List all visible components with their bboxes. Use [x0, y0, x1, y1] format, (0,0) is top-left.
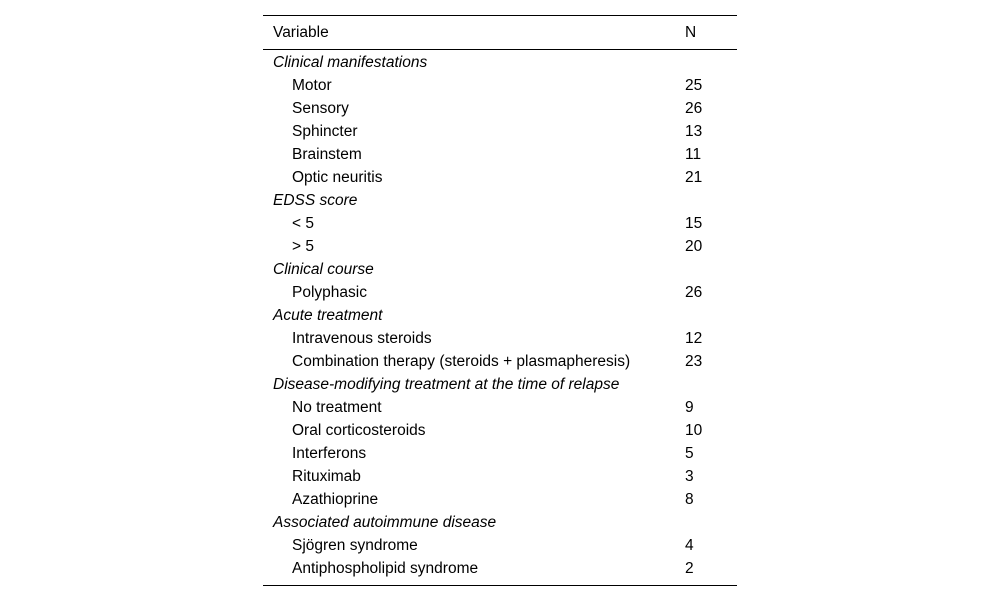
table-row — [263, 120, 737, 143]
row-label: Sphincter — [292, 123, 358, 140]
table-row — [263, 97, 737, 120]
row-label: No treatment — [292, 399, 382, 416]
row-label: Motor — [292, 77, 332, 94]
table-row — [263, 281, 737, 304]
group-row — [263, 258, 737, 281]
row-label: Oral corticosteroids — [292, 422, 426, 439]
row-n-value: 26 — [685, 284, 703, 301]
group-row — [263, 189, 737, 212]
table-row — [263, 327, 737, 350]
group-title: Associated autoimmune disease — [273, 514, 497, 531]
table-row — [263, 557, 737, 586]
table-row — [263, 419, 737, 442]
row-label: Combination therapy (steroids + plasmapheresis) — [292, 353, 631, 370]
row-label: Sjögren syndrome — [292, 537, 418, 554]
row-n-value: 3 — [685, 468, 694, 485]
group-row — [263, 373, 737, 396]
table-row — [263, 74, 737, 97]
group-title: Clinical course — [273, 261, 374, 278]
row-n-value: 15 — [685, 215, 703, 232]
row-n-value: 2 — [685, 560, 694, 577]
table-header — [263, 16, 737, 50]
row-n-value: 5 — [685, 445, 694, 462]
row-label: Interferons — [292, 445, 367, 462]
row-n-value: 12 — [685, 330, 703, 347]
row-label: Azathioprine — [292, 491, 379, 508]
row-n-value: 25 — [685, 77, 703, 94]
row-n-value: 23 — [685, 353, 703, 370]
group-row — [263, 50, 737, 75]
group-row — [263, 511, 737, 534]
row-label: > 5 — [292, 238, 314, 255]
row-n-value: 10 — [685, 422, 703, 439]
group-title: Clinical manifestations — [273, 54, 428, 71]
row-n-value: 11 — [685, 146, 702, 163]
table-row — [263, 143, 737, 166]
row-label: Rituximab — [292, 468, 361, 485]
row-n-value: 8 — [685, 491, 694, 508]
table-row — [263, 488, 737, 511]
row-n-value: 9 — [685, 399, 694, 416]
table-row — [263, 235, 737, 258]
row-label: Polyphasic — [292, 284, 367, 301]
table-row — [263, 465, 737, 488]
row-n-value: 13 — [685, 123, 703, 140]
header-variable: Variable — [263, 16, 685, 50]
table-body — [263, 50, 737, 586]
row-n-value: 20 — [685, 238, 703, 255]
table-row — [263, 350, 737, 373]
row-n-value: 26 — [685, 100, 703, 117]
row-label: Antiphospholipid syndrome — [292, 560, 479, 577]
group-title: Disease-modifying treatment at the time of relapse — [273, 376, 620, 393]
group-title: EDSS score — [273, 192, 358, 209]
table-row — [263, 212, 737, 235]
header-n: N — [685, 16, 737, 50]
row-label: < 5 — [292, 215, 314, 232]
header-row — [263, 16, 737, 50]
row-label: Optic neuritis — [292, 169, 383, 186]
row-label: Brainstem — [292, 146, 362, 163]
table-row — [263, 166, 737, 189]
data-table — [263, 15, 737, 586]
table-row — [263, 396, 737, 419]
table-row — [263, 534, 737, 557]
row-n-value: 4 — [685, 537, 694, 554]
group-row — [263, 304, 737, 327]
group-title: Acute treatment — [273, 307, 383, 324]
row-n-value: 21 — [685, 169, 703, 186]
row-label: Sensory — [292, 100, 349, 117]
table-row — [263, 442, 737, 465]
row-label: Intravenous steroids — [292, 330, 432, 347]
data-table-container — [263, 15, 737, 586]
